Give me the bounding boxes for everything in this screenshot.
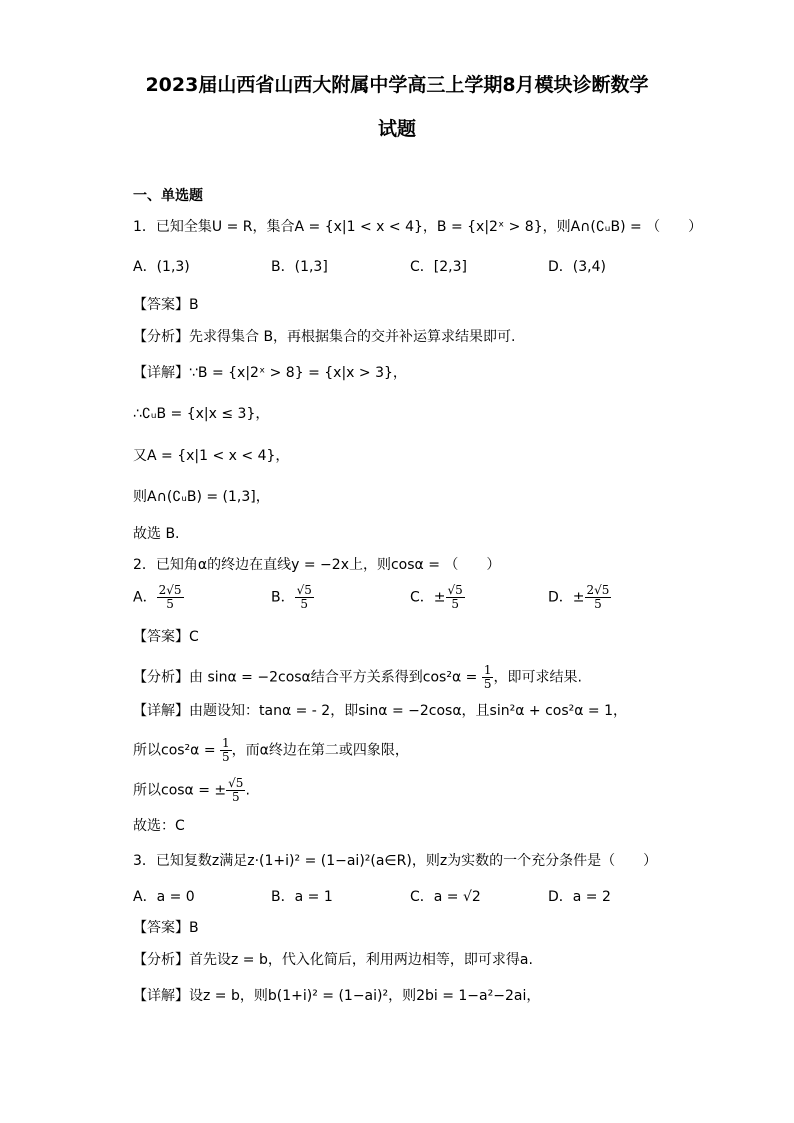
q3-option-b: B．a = 1 xyxy=(271,889,333,905)
q2-answer: 【答案】C xyxy=(133,629,199,645)
q1-detail-line: 【详解】∵B = {x|2ˣ > 8} = {x|x > 3}， xyxy=(133,365,407,381)
q1-detail-line: 则A∩(∁ᵤB) = (1,3]， xyxy=(133,489,270,505)
q1-option-d: D．(3,4) xyxy=(548,259,606,275)
q2-option-d: D．± $\frac{2√5}{5}$ xyxy=(548,583,610,611)
q3-option-d: D．a = 2 xyxy=(548,889,611,905)
q3-option-a: A．a = 0 xyxy=(133,889,195,905)
q1-option-c: C．[2,3] xyxy=(410,259,467,275)
q3-detail-line: 【详解】设z = b，则b(1+i)² = (1−ai)²，则2bi = 1−a²−2ai， xyxy=(133,988,541,1004)
q2-detail-line: 所以cosα = ± $\frac{√5}{5}$ . xyxy=(133,776,250,804)
page-title: 2023届山西省山西大附属中学高三上学期8月模块诊断数学 xyxy=(145,74,649,96)
q1-stem: 1．已知全集U = R，集合A = {x|1 < x < 4}，B = {x|2ˣ > 8}，则A∩(∁ᵤB) = （ ） xyxy=(133,219,703,235)
q3-answer: 【答案】B xyxy=(133,920,199,936)
q3-analysis: 【分析】首先设z = b，代入化简后，利用两边相等，即可求得a. xyxy=(133,952,533,968)
q2-detail-line: 【详解】由题设知：tanα = - 2，即sinα = −2cosα，且sin²α + cos²α = 1， xyxy=(133,703,628,719)
q1-detail-line: 又A = {x|1 < x < 4}， xyxy=(133,448,290,464)
q3-stem: 3．已知复数z满足z·(1+i)² = (1−ai)²(a∈R)，则z为实数的一个充分条件是（ ） xyxy=(133,853,658,869)
q1-analysis: 【分析】先求得集合 B，再根据集合的交并补运算求结果即可. xyxy=(133,329,516,345)
page-title-line2: 试题 xyxy=(377,118,416,140)
q2-conclusion: 故选：C xyxy=(133,818,185,834)
q1-detail-line: ∴∁ᵤB = {x|x ≤ 3}， xyxy=(133,406,270,422)
q2-option-c: C．± $\frac{√5}{5}$ xyxy=(410,583,463,611)
q3-option-c: C．a = √2 xyxy=(410,889,481,905)
q2-detail-line: 所以cos²α = $\frac{1}{5}$ ，而α终边在第二或四象限， xyxy=(133,736,409,764)
q1-option-a: A．(1,3) xyxy=(133,259,190,275)
q2-option-a: A． $\frac{2√5}{5}$ xyxy=(133,583,182,611)
q2-analysis: 【分析】由 sinα = −2cosα结合平方关系得到cos²α = $\frac{1}{5}$ ，即可求结果. xyxy=(133,663,582,691)
q2-option-b: B． $\frac{√5}{5}$ xyxy=(271,583,312,611)
q1-option-b: B．(1,3] xyxy=(271,259,328,275)
section-heading: 一、单选题 xyxy=(133,188,203,204)
q2-stem: 2．已知角α的终边在直线y = −2x上，则cosα = （ ） xyxy=(133,557,501,573)
q1-answer: 【答案】B xyxy=(133,297,199,313)
q1-conclusion: 故选 B. xyxy=(133,526,180,542)
